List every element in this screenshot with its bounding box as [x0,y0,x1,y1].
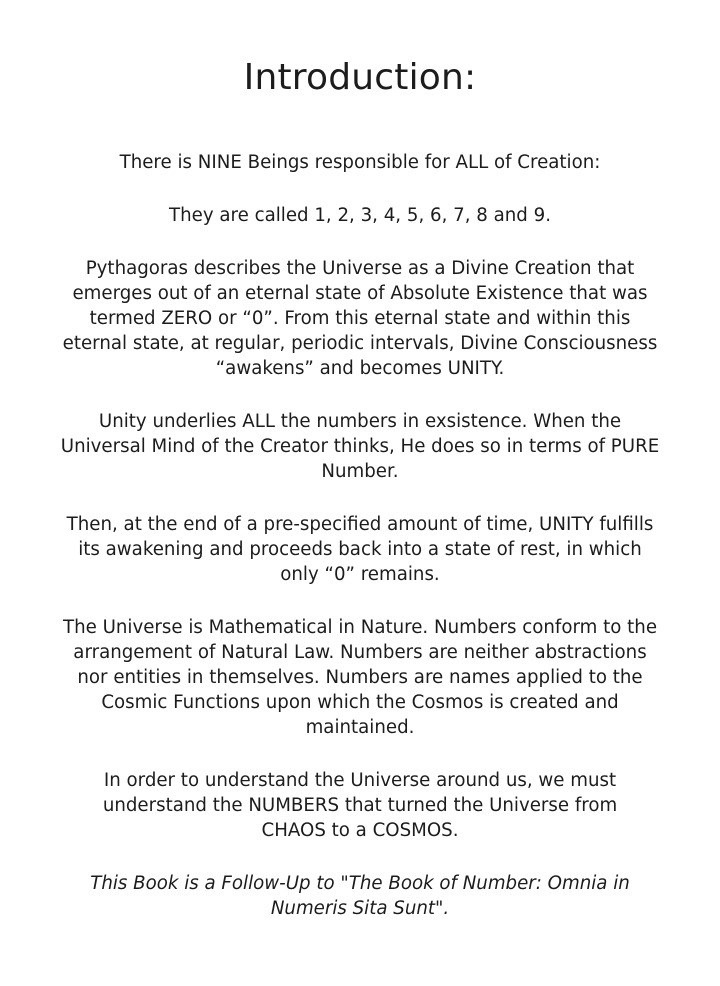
paragraph-rest: Then, at the end of a pre-specified amount of time, UNITY fulfills its awakening and proceeds back into a state of rest, in which only “0” remains. [66,514,654,585]
page-title: Introduction: [243,57,477,98]
paragraph-understand-numbers: In order to understand the Universe around us, we must understand the NUMBERS that turned the Universe from CHAOS to a COSMOS. [102,770,618,841]
paragraph-unity: Unity underlies ALL the numbers in exsistence. When the Universal Mind of the Creator thinks, He does so in terms of PURE Number. [60,411,660,482]
paragraph-nine-beings: There is NINE Beings responsible for ALL of Creation: [119,152,601,173]
paragraph-pythagoras: Pythagoras describes the Universe as a Divine Creation that emerges out of an eternal state of Absolute Existence that was termed ZERO or “0”. From this eternal state and within this eternal state, at regular, periodic intervals, Divine Consciousness “awakens” and becomes UNITY. [62,258,658,379]
paragraph-mathematical-nature: The Universe is Mathematical in Nature. Numbers conform to the arrangement of Natural Law. Numbers are neither abstractions nor entities in themselves. Numbers are names applied to the Cosmic Functions upon which the Cosmos is created and maintained. [62,617,658,738]
closing-note: This Book is a Follow-Up to "The Book of Number: Omnia in Numeris Sita Sunt". [90,873,630,919]
paragraph-numbers-list: They are called 1, 2, 3, 4, 5, 6, 7, 8 and 9. [169,205,551,226]
